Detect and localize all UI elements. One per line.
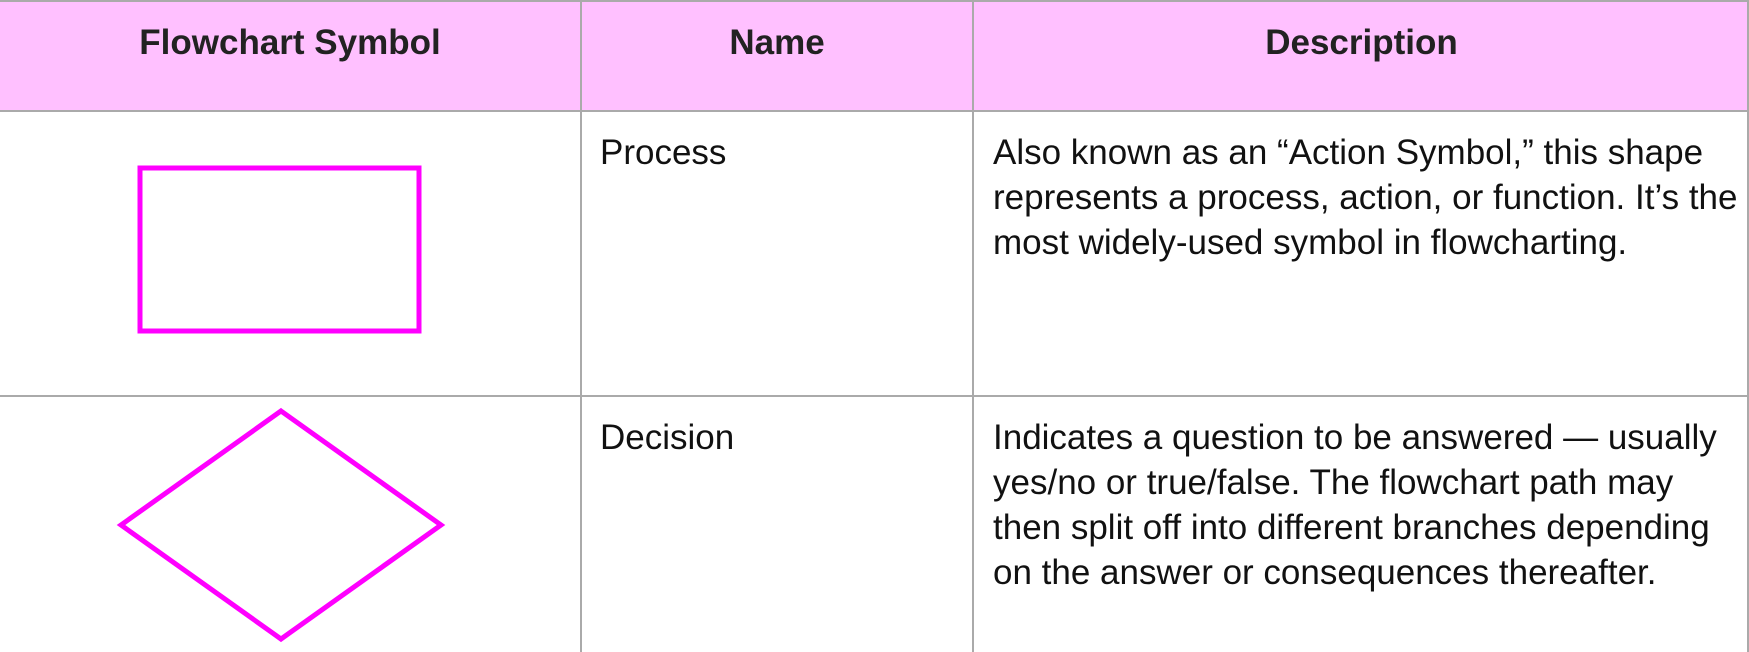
header-description: Description [1265,23,1458,62]
rectangle-icon [136,164,424,336]
header-name: Name [729,23,825,62]
row-divider-1 [0,395,1749,397]
row-description-process: Also known as an “Action Symbol,” this shape represents a process, action, or function. It’s the most widely-used symbol in flowcharting. [993,133,1738,262]
diamond-icon [115,405,447,645]
header-flowchart-symbol: Flowchart Symbol [139,23,441,62]
row-name-process: Process [600,133,727,172]
row-divider-header [0,110,1749,112]
column-divider-1 [580,0,582,652]
column-divider-2 [972,0,974,652]
table-border-top [0,0,1749,2]
row-name-decision: Decision [600,418,735,457]
row-description-decision: Indicates a question to be answered — usually yes/no or true/false. The flowchart path may then split off into different branches depending on the answer or consequences thereafter. [993,418,1717,592]
